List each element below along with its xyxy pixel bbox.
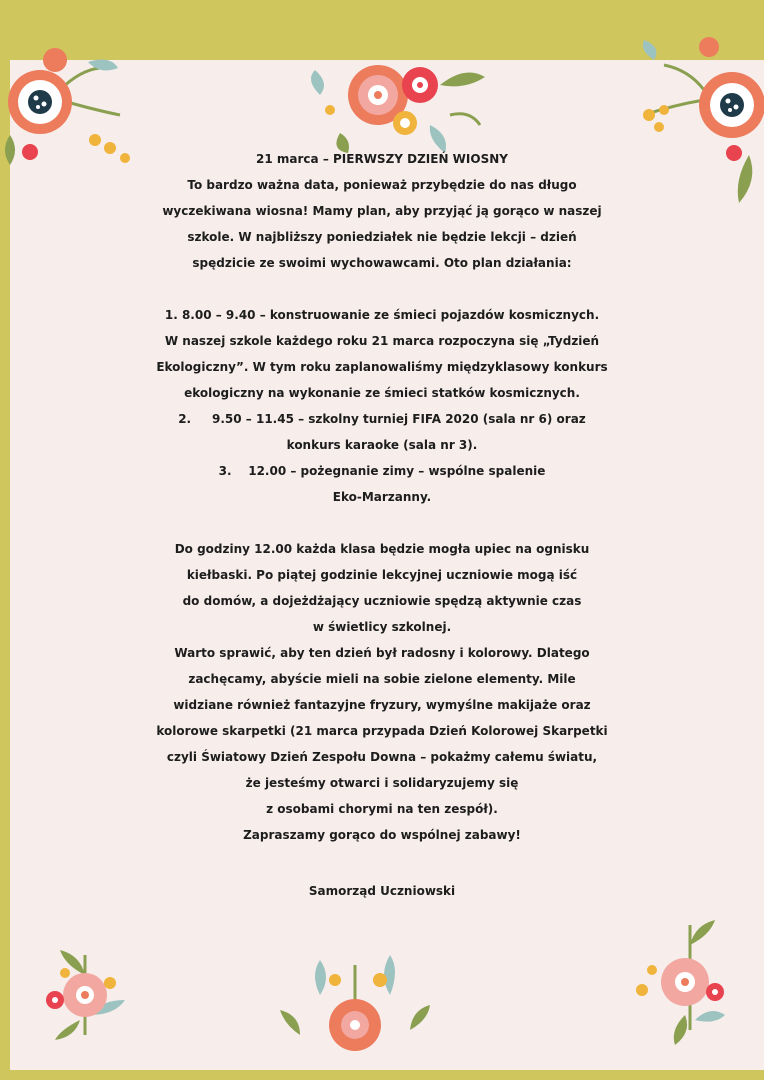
- info-line: do domów, a dojeżdżający uczniowie spędzą aktywnie czas: [182, 594, 582, 608]
- plan-line: Ekologiczny”. W tym roku zaplanowaliśmy międzyklasowy konkurs: [156, 360, 608, 374]
- info-line: zachęcamy, abyście mieli na sobie zielone elementy. Mile: [188, 672, 576, 686]
- blank-line: [0, 276, 764, 302]
- announcement-heading: 21 marca – PIERWSZY DZIEŃ WIOSNY: [256, 152, 508, 166]
- plan-line: ekologiczny na wykonanie ze śmieci statków kosmicznych.: [184, 386, 580, 400]
- signature: Samorząd Uczniowski: [308, 884, 456, 898]
- info-line: Warto sprawić, aby ten dzień był radosny i kolorowy. Dlatego: [174, 646, 590, 660]
- announcement-text: [0, 146, 764, 904]
- intro-line: To bardzo ważna data, ponieważ przybędzie do nas długo: [187, 178, 577, 192]
- info-line: z osobami chorymi na ten zespół).: [266, 802, 498, 816]
- info-line: Zapraszamy gorąco do wspólnej zabawy!: [243, 828, 521, 842]
- plan-line: konkurs karaoke (sala nr 3).: [286, 438, 478, 452]
- info-line: kolorowe skarpetki (21 marca przypada Dzień Kolorowej Skarpetki: [156, 724, 608, 738]
- info-line: widziane również fantazyjne fryzury, wymyślne makijaże oraz: [173, 698, 591, 712]
- blank-line: [0, 510, 764, 536]
- info-line: czyli Światowy Dzień Zespołu Downa – pokażmy całemu światu,: [166, 750, 598, 764]
- flower-bouquet-bottom-center-icon: [280, 955, 430, 1055]
- info-line: Do godziny 12.00 każda klasa będzie mogła upiec na ognisku: [174, 542, 590, 556]
- plan-line: 2. 9.50 – 11.45 – szkolny turniej FIFA 2020 (sala nr 6) oraz: [178, 412, 586, 426]
- flower-cluster-bottom-left-icon: [40, 945, 130, 1040]
- info-line: kiełbaski. Po piątej godzinie lekcyjnej uczniowie mogą iść: [186, 568, 578, 582]
- plan-line: 1. 8.00 – 9.40 – konstruowanie ze śmieci pojazdów kosmicznych.: [164, 308, 600, 322]
- intro-line: spędzicie ze swoimi wychowawcami. Oto plan działania:: [192, 256, 572, 270]
- info-line: w świetlicy szkolnej.: [312, 620, 452, 634]
- flower-bouquet-top-center-icon: [300, 55, 490, 155]
- info-line: że jesteśmy otwarci i solidaryzujemy się: [245, 776, 519, 790]
- intro-line: wyczekiwana wiosna! Mamy plan, aby przyjąć ją gorąco w naszej: [162, 204, 602, 218]
- plan-line: 3. 12.00 – pożegnanie zimy – wspólne spalenie: [218, 464, 546, 478]
- intro-line: szkole. W najbliższy poniedziałek nie będzie lekcji – dzień: [187, 230, 577, 244]
- blank-line: [0, 848, 764, 874]
- plan-line: Eko-Marzanny.: [332, 490, 432, 504]
- plan-line: W naszej szkole każdego roku 21 marca rozpoczyna się „Tydzień: [164, 334, 600, 348]
- flower-cluster-bottom-right-icon: [630, 920, 730, 1045]
